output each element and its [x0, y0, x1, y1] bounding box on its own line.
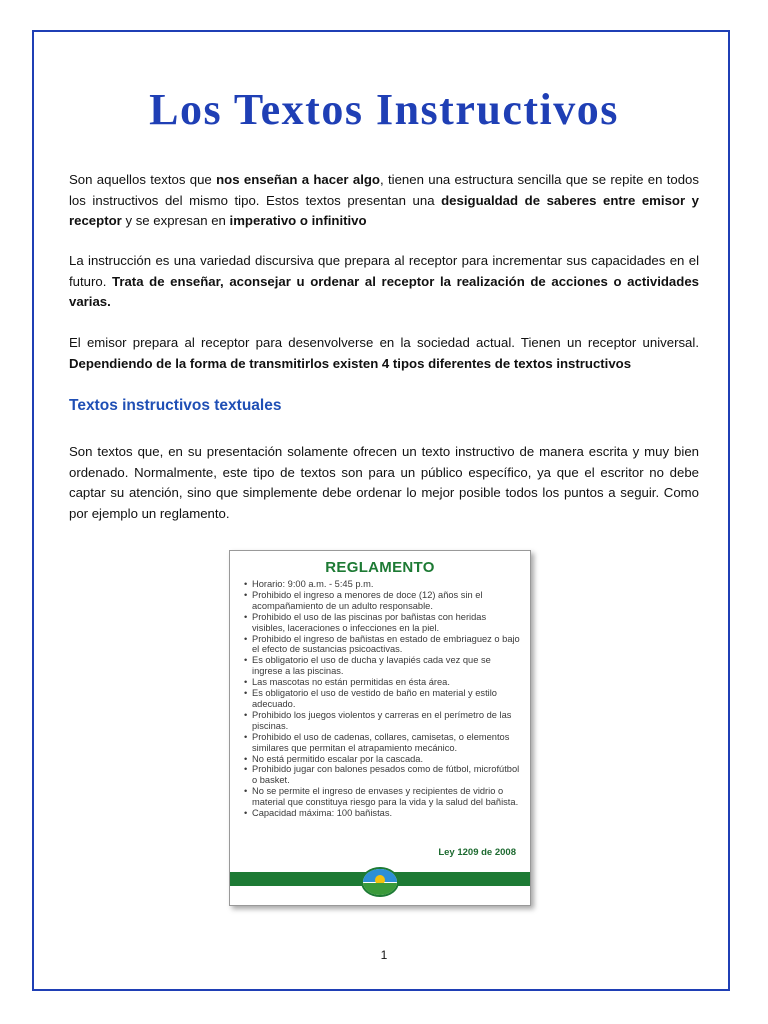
instruction-paragraph — [69, 251, 699, 313]
reglamento-list — [230, 579, 530, 819]
reglamento-item: • Prohibido los juegos violentos y carreras en el perímetro de las piscinas. — [244, 710, 520, 732]
bold-text-run: nos enseñan a hacer algo — [216, 172, 380, 187]
reglamento-item: • Horario: 9:00 a.m. - 5:45 p.m. — [244, 579, 520, 590]
emitter-paragraph — [69, 333, 699, 374]
reglamento-item: • Es obligatorio el uso de vestido de baño en material y estilo adecuado. — [244, 688, 520, 710]
reglamento-title: REGLAMENTO — [325, 559, 435, 576]
reglamento-item: • Es obligatorio el uso de ducha y lavapiés cada vez que se ingrese a las piscinas. — [244, 655, 520, 677]
text-run: Son textos que, en su presentación solamente ofrecen un texto instructivo de manera escrita y muy bien ordenado. Normalmente, este tipo de textos son para un público específico, ya que el escritor no debe captar su atención, sino que simplemente debe ordenar lo mejor posible todos los puntos a seguir. Como por ejemplo un reglamento. — [69, 444, 699, 521]
reglamento-item: • No está permitido escalar por la cascada. — [244, 754, 520, 765]
reglamento-image — [229, 550, 531, 906]
bold-text-run: desigualdad de saberes entre emisor y receptor — [69, 192, 699, 228]
reglamento-item: • Prohibido el ingreso a menores de doce (12) años sin el acompañamiento de un adulto responsable. — [244, 590, 520, 612]
reglamento-item: • No se permite el ingreso de envases y recipientes de vidrio o material que constituya riesgo para la vida y la salud del bañista. — [244, 786, 520, 808]
reglamento-item: • Prohibido el uso de cadenas, collares, camisetas, o elementos similares que permitan el atrapamiento mecánico. — [244, 732, 520, 754]
reglamento-item: • Capacidad máxima: 100 bañistas. — [244, 808, 520, 819]
bold-text-run: Trata de enseñar, aconsejar u ordenar al receptor la realización de acciones o actividades varias. — [69, 273, 699, 309]
bold-text-run: Dependiendo de la forma de transmitirlos existen 4 tipos diferentes de textos instructivos — [69, 355, 632, 371]
text-run: La instrucción es una variedad discursiva que prepara al receptor para incrementar sus capacidades en el futuro. — [69, 253, 699, 289]
reglamento-item: • Las mascotas no están permitidas en ésta área. — [244, 677, 520, 688]
park-logo-icon — [361, 867, 399, 897]
reglamento-law: Ley 1209 de 2008 — [438, 847, 516, 858]
intro-paragraph — [69, 170, 699, 232]
text-run: Son aquellos textos que — [69, 172, 217, 187]
text-run: El emisor prepara al receptor para desenvolverse en la sociedad actual. Tienen un receptor universal. — [69, 335, 699, 350]
section-heading: Textos instructivos textuales — [69, 397, 282, 414]
bold-text-run: imperativo o infinitivo — [229, 213, 367, 228]
reglamento-item: • Prohibido el ingreso de bañistas en estado de embriaguez o bajo el efecto de sustancias psicoactivas. — [244, 634, 520, 656]
text-run: , tienen una estructura sencilla que se repite en todos los instructivos del mismo tipo. Estos textos presentan una — [69, 172, 699, 208]
text-run: y se expresan en — [121, 213, 230, 228]
page-number: 1 — [380, 948, 388, 962]
textual-paragraph — [69, 442, 699, 524]
page-title: Los Textos Instructivos — [149, 85, 619, 134]
reglamento-item: • Prohibido el uso de las piscinas por bañistas con heridas visibles, laceraciones o infecciones en la piel. — [244, 612, 520, 634]
reglamento-item: • Prohibido jugar con balones pesados como de fútbol, microfútbol o basket. — [244, 764, 520, 786]
